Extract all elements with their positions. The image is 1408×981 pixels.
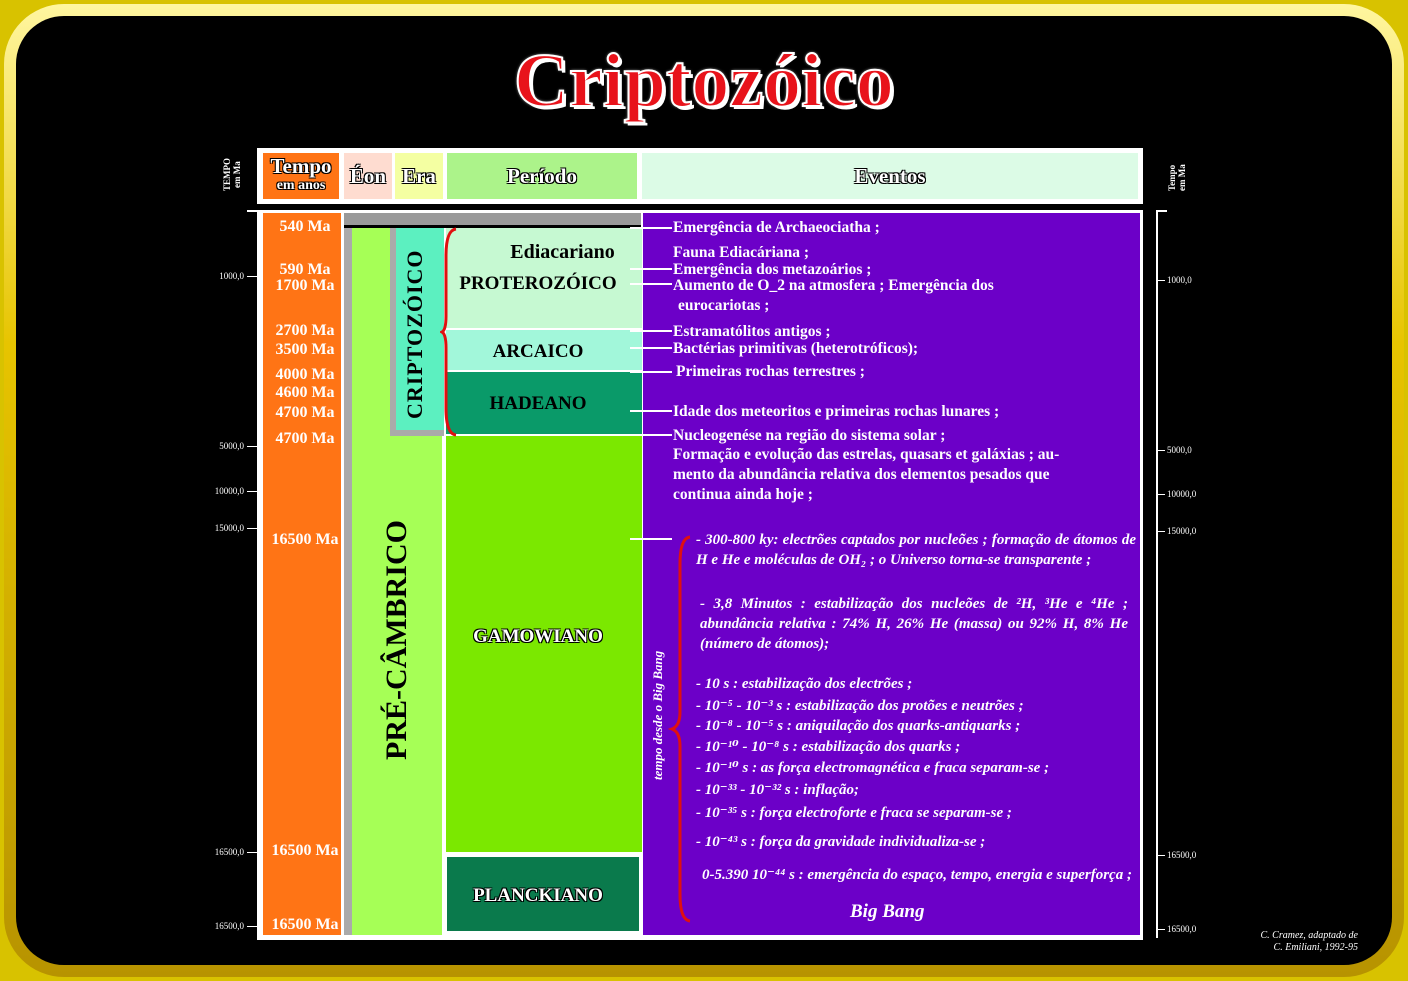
left-scale-label: 5000,0 bbox=[219, 441, 244, 451]
bigbang-event: - 3,8 Minutos : estabilização dos nucleões de ²H, ³He e ⁴He ; abundância relativa : 74% H, 26% He (massa) ou 92% H, 8% He (número de átomos); bbox=[700, 596, 1128, 652]
event-item: Estramatólitos antigos ; bbox=[673, 323, 831, 340]
age-label: 590 Ma bbox=[279, 261, 331, 278]
right-scale-label: 10000,0 bbox=[1167, 489, 1197, 499]
left-scale-tick bbox=[247, 926, 259, 927]
event-connector bbox=[630, 227, 672, 229]
bigbang-event: - 10⁻¹⁰ s : as força electromagnética e fraca separam-se ; bbox=[696, 760, 1050, 776]
right-scale-line bbox=[1156, 210, 1158, 938]
event-item: Idade dos meteoritos e primeiras rochas lunares ; bbox=[673, 403, 1000, 420]
period-arcaico: ARCAICO bbox=[492, 341, 584, 362]
right-scale-label: 15000,0 bbox=[1167, 526, 1197, 536]
right-axis-label: Tempo em Ma bbox=[1167, 164, 1187, 192]
eon-shadow bbox=[344, 213, 352, 935]
event-item: mento da abundância relativa dos elementos pesados que bbox=[673, 466, 1050, 483]
bigbang-bracket bbox=[668, 534, 696, 924]
event-item: Aumento de O_2 na atmosfera ; Emergência dos bbox=[673, 277, 994, 294]
right-scale-label: 16500,0 bbox=[1167, 850, 1197, 860]
bigbang-event: - 10⁻³⁵ s : força electroforte e fraca se separam-se ; bbox=[696, 805, 1012, 821]
event-connector bbox=[630, 410, 672, 412]
period-planckiano: PLANCKIANO bbox=[473, 885, 603, 906]
right-scale-tick bbox=[1157, 450, 1165, 451]
left-scale-line bbox=[258, 210, 260, 938]
event-connector bbox=[630, 371, 672, 373]
left-scale-tick bbox=[247, 210, 259, 212]
age-label: 1700 Ma bbox=[275, 277, 335, 294]
left-axis-label: TEMPO em Ma bbox=[222, 158, 242, 192]
event-connector bbox=[630, 538, 672, 540]
header-eon: Éon bbox=[344, 153, 392, 199]
event-item: eurocariotas ; bbox=[678, 297, 770, 314]
bigbang-event: - 10⁻⁸ - 10⁻⁵ s : aniquilação dos quarks-antiquarks ; bbox=[696, 718, 1021, 734]
right-scale-label: 5000,0 bbox=[1167, 445, 1192, 455]
event-item: Emergência de Archaeociatha ; bbox=[673, 219, 880, 236]
left-scale-label: 16500,0 bbox=[214, 921, 244, 931]
age-label: 4000 Ma bbox=[275, 366, 335, 383]
event-item: Formação e evolução das estrelas, quasars et galáxias ; au- bbox=[673, 446, 1060, 463]
event-connector bbox=[630, 330, 672, 332]
left-scale-tick bbox=[247, 276, 259, 277]
event-item: Fauna Ediacáriana ; bbox=[673, 244, 810, 261]
header-era: Era bbox=[395, 153, 443, 199]
left-scale-label: 16500,0 bbox=[214, 847, 244, 857]
top-shadow bbox=[344, 213, 641, 225]
period-proterozoico: PROTEROZÓICO bbox=[459, 273, 617, 294]
age-label: 4700 Ma bbox=[275, 430, 335, 447]
age-label: 2700 Ma bbox=[275, 322, 335, 339]
event-connector bbox=[630, 434, 672, 436]
right-scale-tick bbox=[1157, 280, 1165, 281]
header-tempo: Tempo em anos bbox=[263, 153, 339, 199]
event-item: continua ainda hoje ; bbox=[673, 486, 813, 503]
right-scale-label: 16500,0 bbox=[1167, 924, 1197, 934]
left-scale-label: 10000,0 bbox=[214, 486, 244, 496]
period-gamowiano: GAMOWIANO bbox=[473, 626, 603, 647]
left-scale-tick bbox=[247, 528, 259, 529]
bigbang-event: - 10⁻⁵ - 10⁻³ s : estabilização dos protões e neutrões ; bbox=[696, 698, 1024, 714]
event-connector bbox=[630, 283, 672, 285]
page-title: Criptozóico bbox=[514, 39, 894, 123]
event-connector bbox=[630, 268, 672, 270]
age-label: 16500 Ma bbox=[271, 531, 339, 548]
age-label: 540 Ma bbox=[279, 218, 331, 235]
right-scale-tick bbox=[1157, 929, 1165, 930]
era-label: CRIPTOZÓICO bbox=[402, 249, 427, 419]
left-scale-label: 15000,0 bbox=[214, 523, 244, 533]
left-scale-tick bbox=[247, 446, 259, 447]
right-scale-tick bbox=[1157, 855, 1165, 856]
period-hadeano: HADEANO bbox=[489, 393, 587, 414]
left-scale-tick bbox=[247, 491, 259, 492]
event-item: Emergência dos metazoários ; bbox=[673, 261, 872, 278]
bigbang-event: - 300-800 ky: electrões captados por nucleões ; formação de átomos de H e He e moléculas de OH₂ ; o Universo torna-se transparente ; bbox=[696, 532, 1136, 568]
bigbang-axis-label: tempo desde o Big Bang bbox=[650, 650, 665, 780]
event-item: Bactérias primitivas (heterotróficos); bbox=[673, 340, 919, 357]
age-label: 3500 Ma bbox=[275, 341, 335, 358]
bigbang-event: 0-5.390 10⁻⁴⁴ s : emergência do espaço, tempo, energia e superforça ; bbox=[702, 867, 1132, 883]
bigbang-event: - 10⁻³³ - 10⁻³² s : inflação; bbox=[696, 782, 859, 798]
credit: C. Cramez, adaptado de C. Emiliani, 1992-95 bbox=[1260, 930, 1358, 953]
header-eventos: Eventos bbox=[642, 153, 1138, 199]
eon-label: PRÉ-CÂMBRICO bbox=[380, 520, 413, 760]
age-label: 4600 Ma bbox=[275, 384, 335, 401]
age-label: 16500 Ma bbox=[271, 842, 339, 859]
event-connector bbox=[630, 347, 672, 349]
right-scale-tick bbox=[1157, 494, 1165, 495]
bigbang-event: - 10 s : estabilização dos electrões ; bbox=[696, 676, 913, 692]
bigbang-event: - 10⁻¹⁰ - 10⁻⁸ s : estabilização dos quarks ; bbox=[696, 739, 961, 755]
big-bang-label: Big Bang bbox=[850, 901, 925, 922]
period-ediacariano: Ediacariano bbox=[510, 241, 615, 263]
right-scale-tick bbox=[1157, 210, 1167, 212]
age-label: 16500 Ma bbox=[271, 916, 339, 933]
header-periodo: Período bbox=[447, 153, 637, 199]
right-scale-label: 1000,0 bbox=[1167, 275, 1192, 285]
bigbang-event: - 10⁻⁴³ s : força da gravidade individualiza-se ; bbox=[696, 834, 986, 850]
event-item: Primeiras rochas terrestres ; bbox=[676, 363, 865, 380]
right-scale-tick bbox=[1157, 531, 1165, 532]
left-scale-label: 1000,0 bbox=[219, 271, 244, 281]
event-item: Nucleogenése na região do sistema solar ; bbox=[673, 427, 946, 444]
age-label: 4700 Ma bbox=[275, 404, 335, 421]
left-scale-tick bbox=[247, 852, 259, 853]
